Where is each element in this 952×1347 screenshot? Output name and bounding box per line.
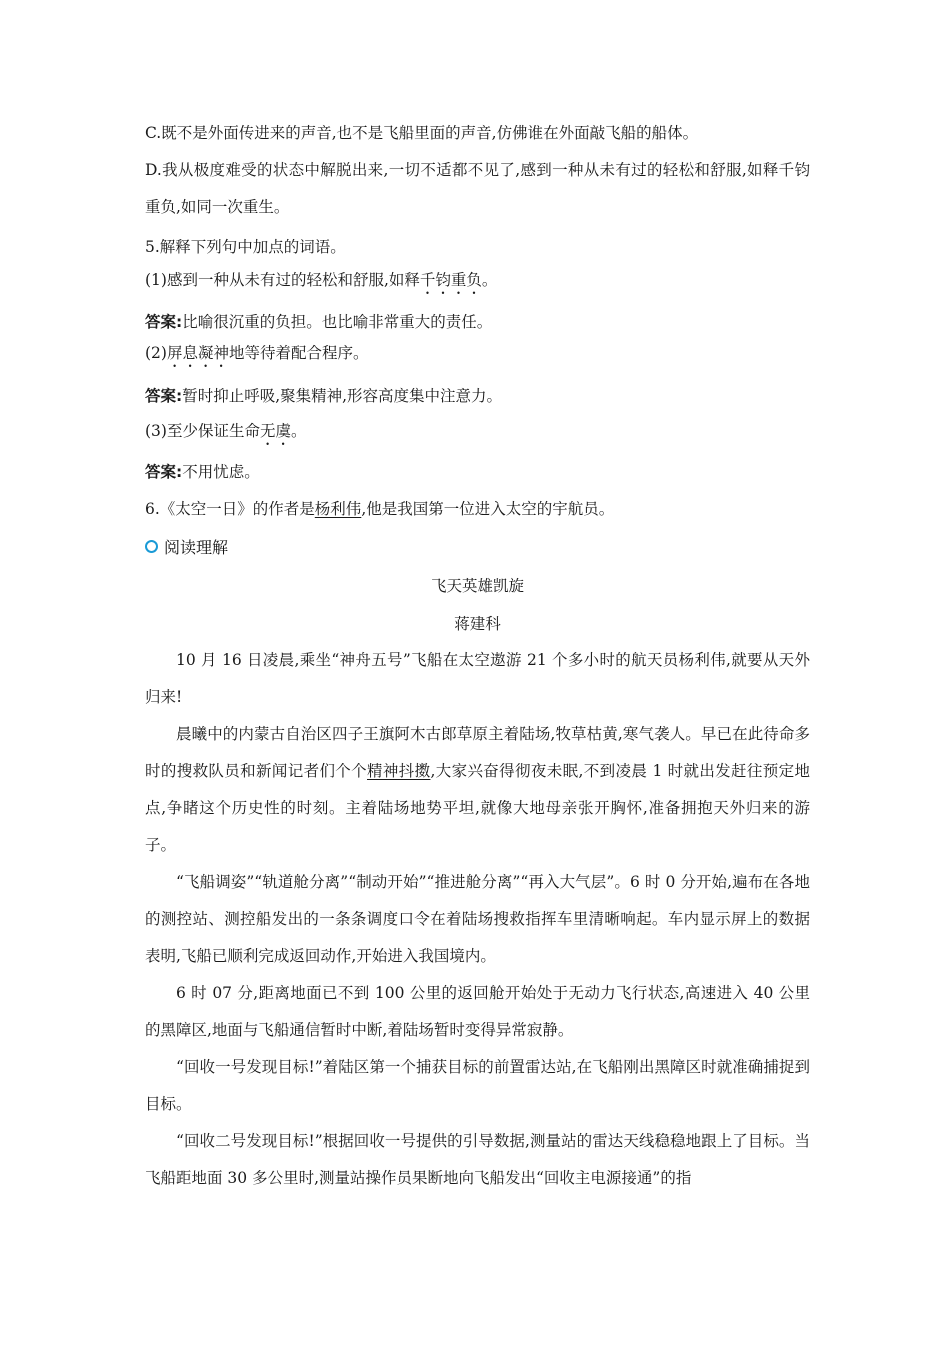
p2-underlined-word: 精神抖擞 <box>367 762 431 780</box>
answer-2 <box>145 386 810 406</box>
p2-text-a: 晨曦中的内蒙古自治区四子王旗阿木古郎草原主着陆场,牧草枯黄,寒气袭人。早已在此待命多时的搜救队员和新闻记者们个个 <box>145 725 810 780</box>
p2-text-b: ,大家兴奋得彻夜未眠,不到凌晨 1 时就出发赶往预定地点,争睹这个历史性的时刻。主着陆场地势平坦,就像大地母亲张开胸怀,准备拥抱天外归来的游子。 <box>145 762 810 854</box>
answer-1-text: 比喻很沉重的负担。也比喻非常重大的责任。 <box>182 313 493 331</box>
question-6 <box>145 499 810 519</box>
item-1-suffix: 。 <box>481 271 498 289</box>
answer-1 <box>145 312 810 332</box>
article-paragraph-1: 10 月 16 日凌晨,乘坐“神舟五号”飞船在太空遨游 21 个多小时的航天员杨利伟,就要从天外归来! <box>145 651 810 706</box>
question-5-item-1 <box>145 270 810 298</box>
article-paragraph-6: “回收二号发现目标!”根据回收一号提供的引导数据,测量站的雷达天线稳稳地跟上了目标。当飞船距地面 30 多公里时,测量站操作员果断地向飞船发出“回收主电源接通”的指 <box>145 1132 810 1187</box>
item-1-prefix: (1)感到一种从未有过的轻松和舒服,如释 <box>145 271 420 289</box>
item-3-suffix: 。 <box>290 422 307 440</box>
option-d: D.我从极度难受的状态中解脱出来,一切不适都不见了,感到一种从未有过的轻松和舒服,如释千钧重负,如同一次重生。 <box>145 161 810 216</box>
answer-3 <box>145 462 810 482</box>
article-paragraph-3: “飞船调姿”“轨道舱分离”“制动开始”“推进舱分离”“再入大气层”。6 时 0 分开始,遍布在各地的测控站、测控船发出的一条条调度口令在着陆场搜救指挥车里清晰响起。车内显示屏上的数据表明,飞船已顺利完成返回动作,开始进入我国境内。 <box>145 873 810 965</box>
article-author: 蒋建科 <box>454 615 501 633</box>
section-heading <box>145 535 228 558</box>
answer-label: 答案: <box>145 463 183 481</box>
item-2-dotted-word: 屏息凝神 <box>166 344 229 362</box>
question-5-item-2 <box>145 343 810 371</box>
answer-2-text: 暂时抑止呼吸,聚集精神,形容高度集中注意力。 <box>182 387 503 405</box>
article-paragraph-2 <box>145 716 810 864</box>
answer-label: 答案: <box>145 313 183 331</box>
article-title: 飞天英雄凯旋 <box>430 577 524 595</box>
section-title: 阅读理解 <box>164 538 229 557</box>
item-3-prefix: (3)至少保证生命 <box>145 422 260 440</box>
article-paragraph-5: “回收一号发现目标!”着陆区第一个捕获目标的前置雷达站,在飞船刚出黑障区时就准确捕捉到目标。 <box>145 1058 810 1113</box>
item-3-dotted-word: 无虞 <box>259 422 291 440</box>
option-c: C.既不是外面传进来的声音,也不是飞船里面的声音,仿佛谁在外面敲飞船的船体。 <box>145 124 699 142</box>
question-5-item-3 <box>145 421 810 449</box>
q6-suffix: ,他是我国第一位进入太空的宇航员。 <box>361 500 615 518</box>
item-2-prefix: (2) <box>145 344 167 362</box>
article-paragraph-4: 6 时 07 分,距离地面已不到 100 公里的返回舱开始处于无动力飞行状态,高速进入 40 公里的黑障区,地面与飞船通信暂时中断,着陆场暂时变得异常寂静。 <box>145 984 810 1039</box>
circle-icon <box>145 540 158 553</box>
item-2-suffix: 地等待着配合程序。 <box>228 344 369 362</box>
q6-answer-underlined: 杨利伟 <box>314 500 362 518</box>
question-5-title: 5.解释下列句中加点的词语。 <box>145 238 346 256</box>
answer-label: 答案: <box>145 387 183 405</box>
item-1-dotted-word: 千钧重负 <box>419 271 482 289</box>
q6-prefix: 6.《太空一日》的作者是 <box>145 500 315 518</box>
answer-3-text: 不用忧虑。 <box>182 463 260 481</box>
